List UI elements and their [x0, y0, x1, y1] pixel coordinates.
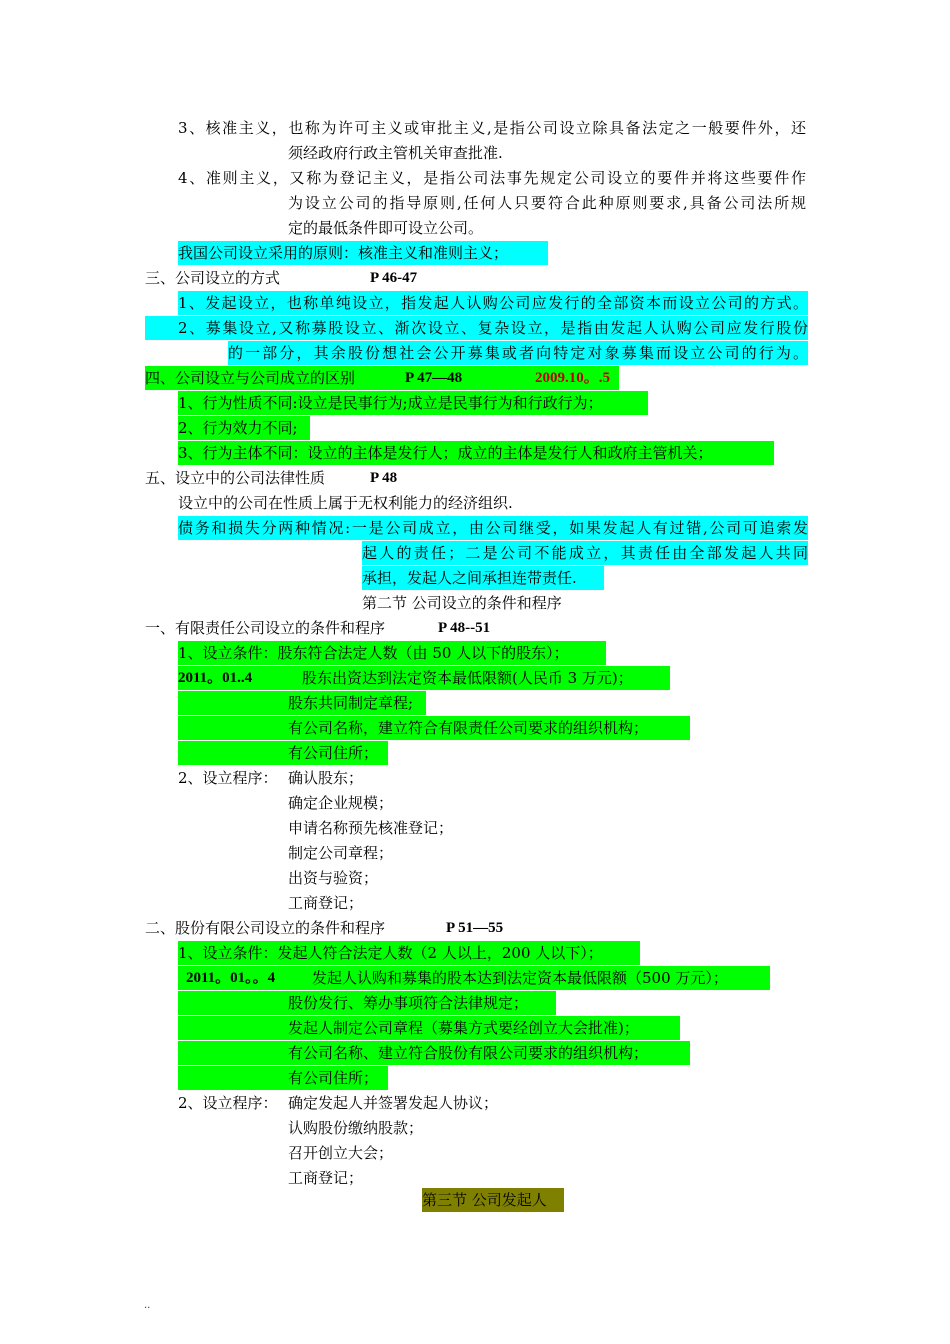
jsc-condition-2-row	[178, 966, 770, 990]
jsc-condition-4: 发起人制定公司章程（募集方式要经创立大会批准)；	[178, 1016, 680, 1040]
para-norm-doctrine-cont: 为设立公司的指导原则,任何人只要符合此种原则要求,具备公司法所规	[288, 194, 806, 212]
llc-procedure-6: 工商登记；	[288, 894, 364, 912]
jsc-condition-1: 1、设立条件：发起人符合法定人数（2 人以上，200 人以下）；	[178, 941, 640, 965]
page-ref: P 46-47	[370, 270, 418, 286]
footer-dots: ..	[144, 1300, 151, 1311]
heading-joint-stock: 二、股份有限公司设立的条件和程序	[145, 919, 386, 937]
highlight-china-principle: 我国公司设立采用的原则：核准主义和准则主义；	[178, 241, 548, 265]
llc-condition-5: 有公司住所；	[178, 741, 388, 765]
highlight-offer-establishment: 2、募集设立,又称募股设立、渐次设立、复杂设立，是指由发起人认购公司应发行股份	[145, 316, 808, 340]
llc-condition-4: 有公司名称，建立符合有限责任公司要求的组织机构；	[178, 716, 690, 740]
jsc-procedure-3: 召开创立大会；	[288, 1144, 394, 1162]
date-annotation: 2011。01。。4	[186, 970, 276, 986]
section-2-title: 第二节 公司设立的条件和程序	[362, 594, 562, 612]
llc-procedure-5: 出资与验资；	[288, 869, 379, 887]
highlight-difference-1: 1、行为性质不同:设立是民事行为;成立是民事行为和行政行为；	[178, 391, 648, 415]
highlight-debt-loss: 债务和损失分两种情况:一是公司成立，由公司继受，如果发起人有过错,公司可追索发	[178, 516, 808, 540]
heading-difference-row	[145, 366, 619, 390]
para-norm-doctrine-cont2: 定的最低条件即可设立公司。	[288, 219, 484, 237]
page-ref: P 47—48	[405, 370, 463, 386]
llc-condition-1: 1、设立条件：股东符合法定人数（由 50 人以下的股东）；	[178, 641, 606, 665]
heading-legal-nature: 五、设立中的公司法律性质	[145, 469, 326, 487]
page-ref: P 51—55	[446, 920, 504, 936]
jsc-condition-5: 有公司名称、建立符合股份有限公司要求的组织机构；	[178, 1041, 690, 1065]
page-ref: P 48--51	[438, 620, 491, 636]
llc-condition-3: 股东共同制定章程;	[178, 691, 426, 715]
llc-condition-2: 股东出资达到法定资本最低限额(人民币 3 万元)；	[302, 669, 633, 687]
jsc-condition-2: 发起人认购和募集的股本达到法定资本最低限额（500 万元）；	[312, 969, 728, 987]
jsc-procedure-1: 确定发起人并签署发起人协议；	[288, 1094, 499, 1112]
highlight-difference-2: 2、行为效力不同;	[178, 416, 310, 440]
highlight-offer-establishment-cont: 的一部分，其余股份想社会公开募集或者向特定对象募集而设立公司的行为。	[228, 341, 808, 365]
para-legal-nature: 设立中的公司在性质上属于无权利能力的经济组织.	[178, 494, 513, 512]
jsc-procedure-4: 工商登记；	[288, 1169, 364, 1187]
heading-llc: 一、有限责任公司设立的条件和程序	[145, 619, 386, 637]
date-annotation: 2011。01..4	[178, 670, 253, 686]
llc-procedure-label: 2、设立程序：	[178, 769, 278, 787]
jsc-condition-3: 股份发行、筹办事项符合法律规定；	[178, 991, 556, 1015]
heading-establishment-methods: 三、公司设立的方式	[145, 269, 281, 287]
para-approval-doctrine-cont: 须经政府行政主管机关审查批准.	[288, 144, 503, 162]
date-annotation: 2009.10。.5	[535, 370, 611, 386]
section-3-title: 第三节 公司发起人	[422, 1188, 564, 1212]
highlight-debt-loss-cont2: 承担，发起人之间承担连带责任.	[362, 566, 604, 590]
llc-procedure-4: 制定公司章程；	[288, 844, 394, 862]
highlight-difference-3: 3、行为主体不同：设立的主体是发行人；成立的主体是发行人和政府主管机关；	[178, 441, 774, 465]
highlight-debt-loss-cont: 起人的责任；二是公司不能成立，其责任由全部发起人共同	[362, 541, 808, 565]
llc-procedure-3: 申请名称预先核准登记；	[288, 819, 454, 837]
page-ref: P 48	[370, 470, 398, 486]
llc-condition-2-row	[178, 666, 670, 690]
heading-difference: 四、公司设立与公司成立的区别	[145, 369, 356, 387]
highlight-promotion-establishment: 1、发起设立，也称单纯设立，指发起人认购公司应发行的全部资本而设立公司的方式。	[178, 291, 808, 315]
jsc-procedure-2: 认购股份缴纳股款；	[288, 1119, 424, 1137]
llc-procedure-2: 确定企业规模；	[288, 794, 394, 812]
para-norm-doctrine: 4、准则主义，又称为登记主义，是指公司法事先规定公司设立的要件并将这些要件作	[178, 169, 806, 187]
llc-procedure-1: 确认股东；	[288, 769, 364, 787]
para-approval-doctrine: 3、核准主义，也称为许可主义或审批主义,是指公司设立除具备法定之一般要件外，还	[178, 119, 806, 137]
jsc-procedure-label: 2、设立程序：	[178, 1094, 278, 1112]
jsc-condition-6: 有公司住所；	[178, 1066, 388, 1090]
